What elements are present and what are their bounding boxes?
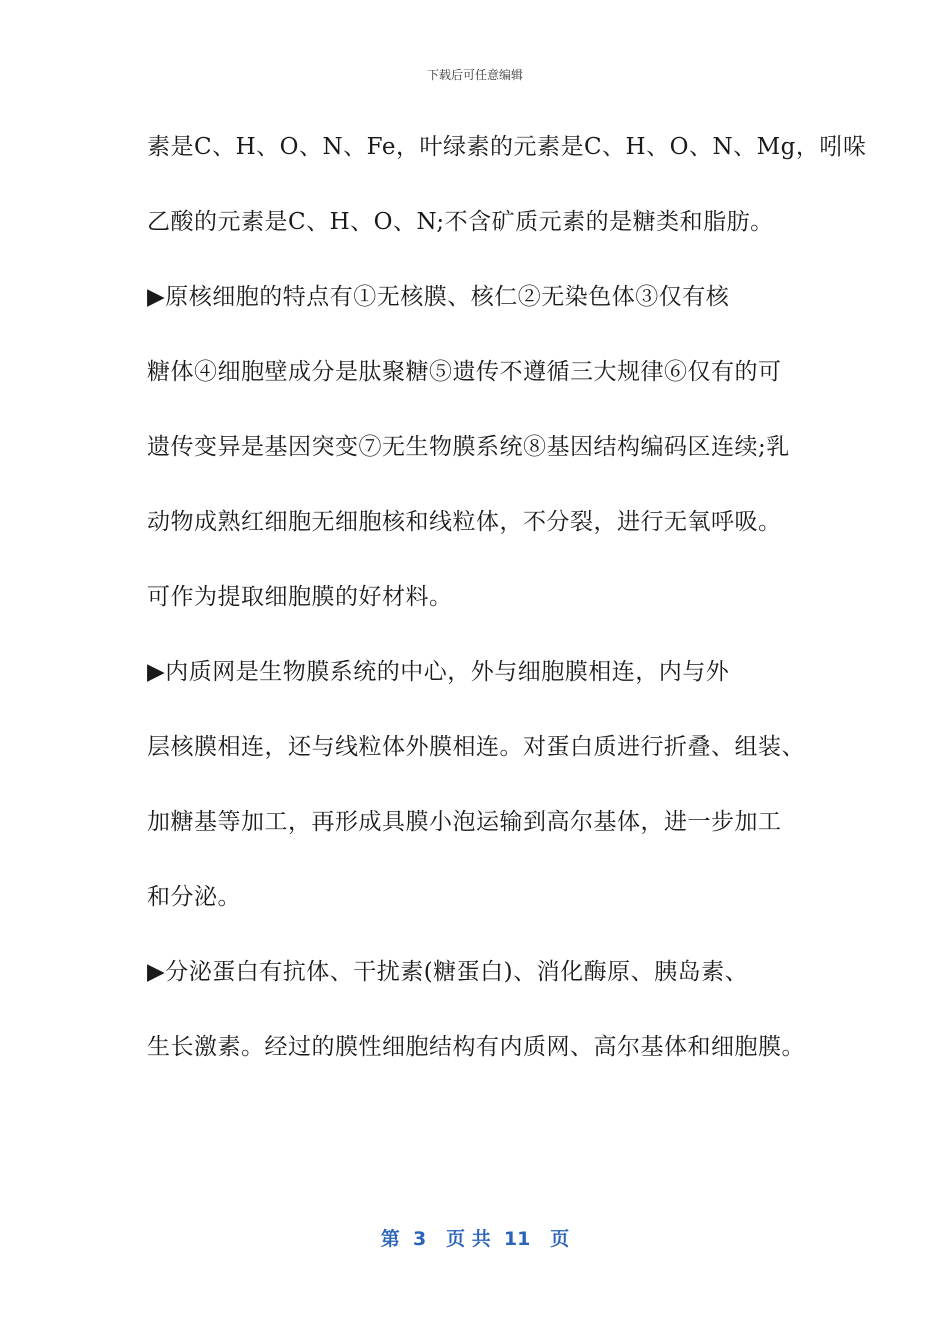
body-line: 素是C、H、O、N、Fe，叶绿素的元素是C、H、O、N、Mg，吲哚 bbox=[147, 134, 867, 160]
body-line: 和分泌。 bbox=[147, 884, 241, 910]
body-line: 可作为提取细胞膜的好材料。 bbox=[147, 584, 453, 610]
page-number-footer: 第 3 页 共 11 页 bbox=[380, 1228, 570, 1250]
body-line: ▶分泌蛋白有抗体、干扰素(糖蛋白)、消化酶原、胰岛素、 bbox=[147, 959, 749, 985]
body-line: 遗传变异是基因突变⑦无生物膜系统⑧基因结构编码区连续;乳 bbox=[147, 434, 790, 460]
body-line: 乙酸的元素是C、H、O、N;不含矿质元素的是糖类和脂肪。 bbox=[147, 209, 774, 235]
body-line: ▶内质网是生物膜系统的中心，外与细胞膜相连，内与外 bbox=[147, 659, 730, 685]
body-line: 动物成熟红细胞无细胞核和线粒体，不分裂，进行无氧呼吸。 bbox=[147, 509, 782, 535]
page-header: 下载后可任意编辑 bbox=[426, 68, 523, 82]
body-line: ▶原核细胞的特点有①无核膜、核仁②无染色体③仅有核 bbox=[147, 284, 730, 310]
body-line: 加糖基等加工，再形成具膜小泡运输到高尔基体，进一步加工 bbox=[147, 809, 782, 835]
body-line: 生长激素。经过的膜性细胞结构有内质网、高尔基体和细胞膜。 bbox=[147, 1034, 805, 1060]
body-line: 糖体④细胞壁成分是肽聚糖⑤遗传不遵循三大规律⑥仅有的可 bbox=[147, 359, 782, 385]
body-line: 层核膜相连，还与线粒体外膜相连。对蛋白质进行折叠、组装、 bbox=[147, 734, 805, 760]
